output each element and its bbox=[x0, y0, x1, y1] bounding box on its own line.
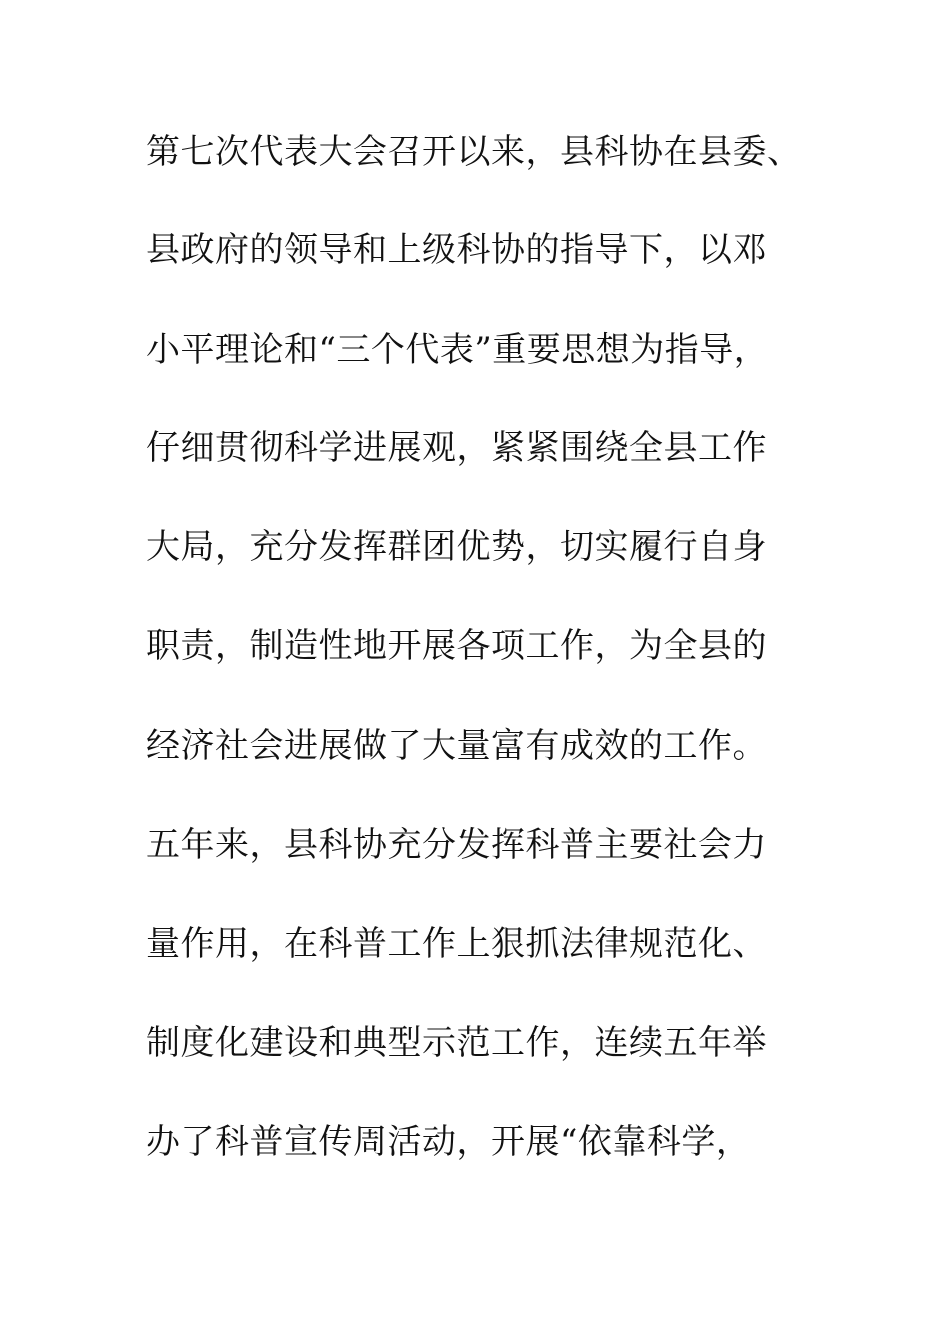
text-line: 县政府的领导和上级科协的指导下，以邓 bbox=[146, 230, 767, 270]
text-line: 量作用，在科普工作上狠抓法律规范化、 bbox=[146, 924, 767, 964]
text-line: 小平理论和“三个代表”重要思想为指导， bbox=[146, 330, 769, 370]
text-line: 第七次代表大会召开以来，县科协在县委、 bbox=[146, 132, 802, 172]
text-line: 职责，制造性地开展各项工作，为全县的 bbox=[146, 626, 767, 666]
text-line: 经济社会进展做了大量富有成效的工作。 bbox=[146, 726, 767, 766]
text-line: 制度化建设和典型示范工作，连续五年举 bbox=[146, 1023, 767, 1063]
text-line: 五年来，县科协充分发挥科普主要社会力 bbox=[146, 825, 767, 865]
text-line: 办了科普宣传周活动，开展“依靠科学， bbox=[146, 1122, 751, 1162]
text-line: 大局，充分发挥群团优势，切实履行自身 bbox=[146, 527, 767, 567]
text-line: 仔细贯彻科学进展观，紧紧围绕全县工作 bbox=[146, 428, 767, 468]
